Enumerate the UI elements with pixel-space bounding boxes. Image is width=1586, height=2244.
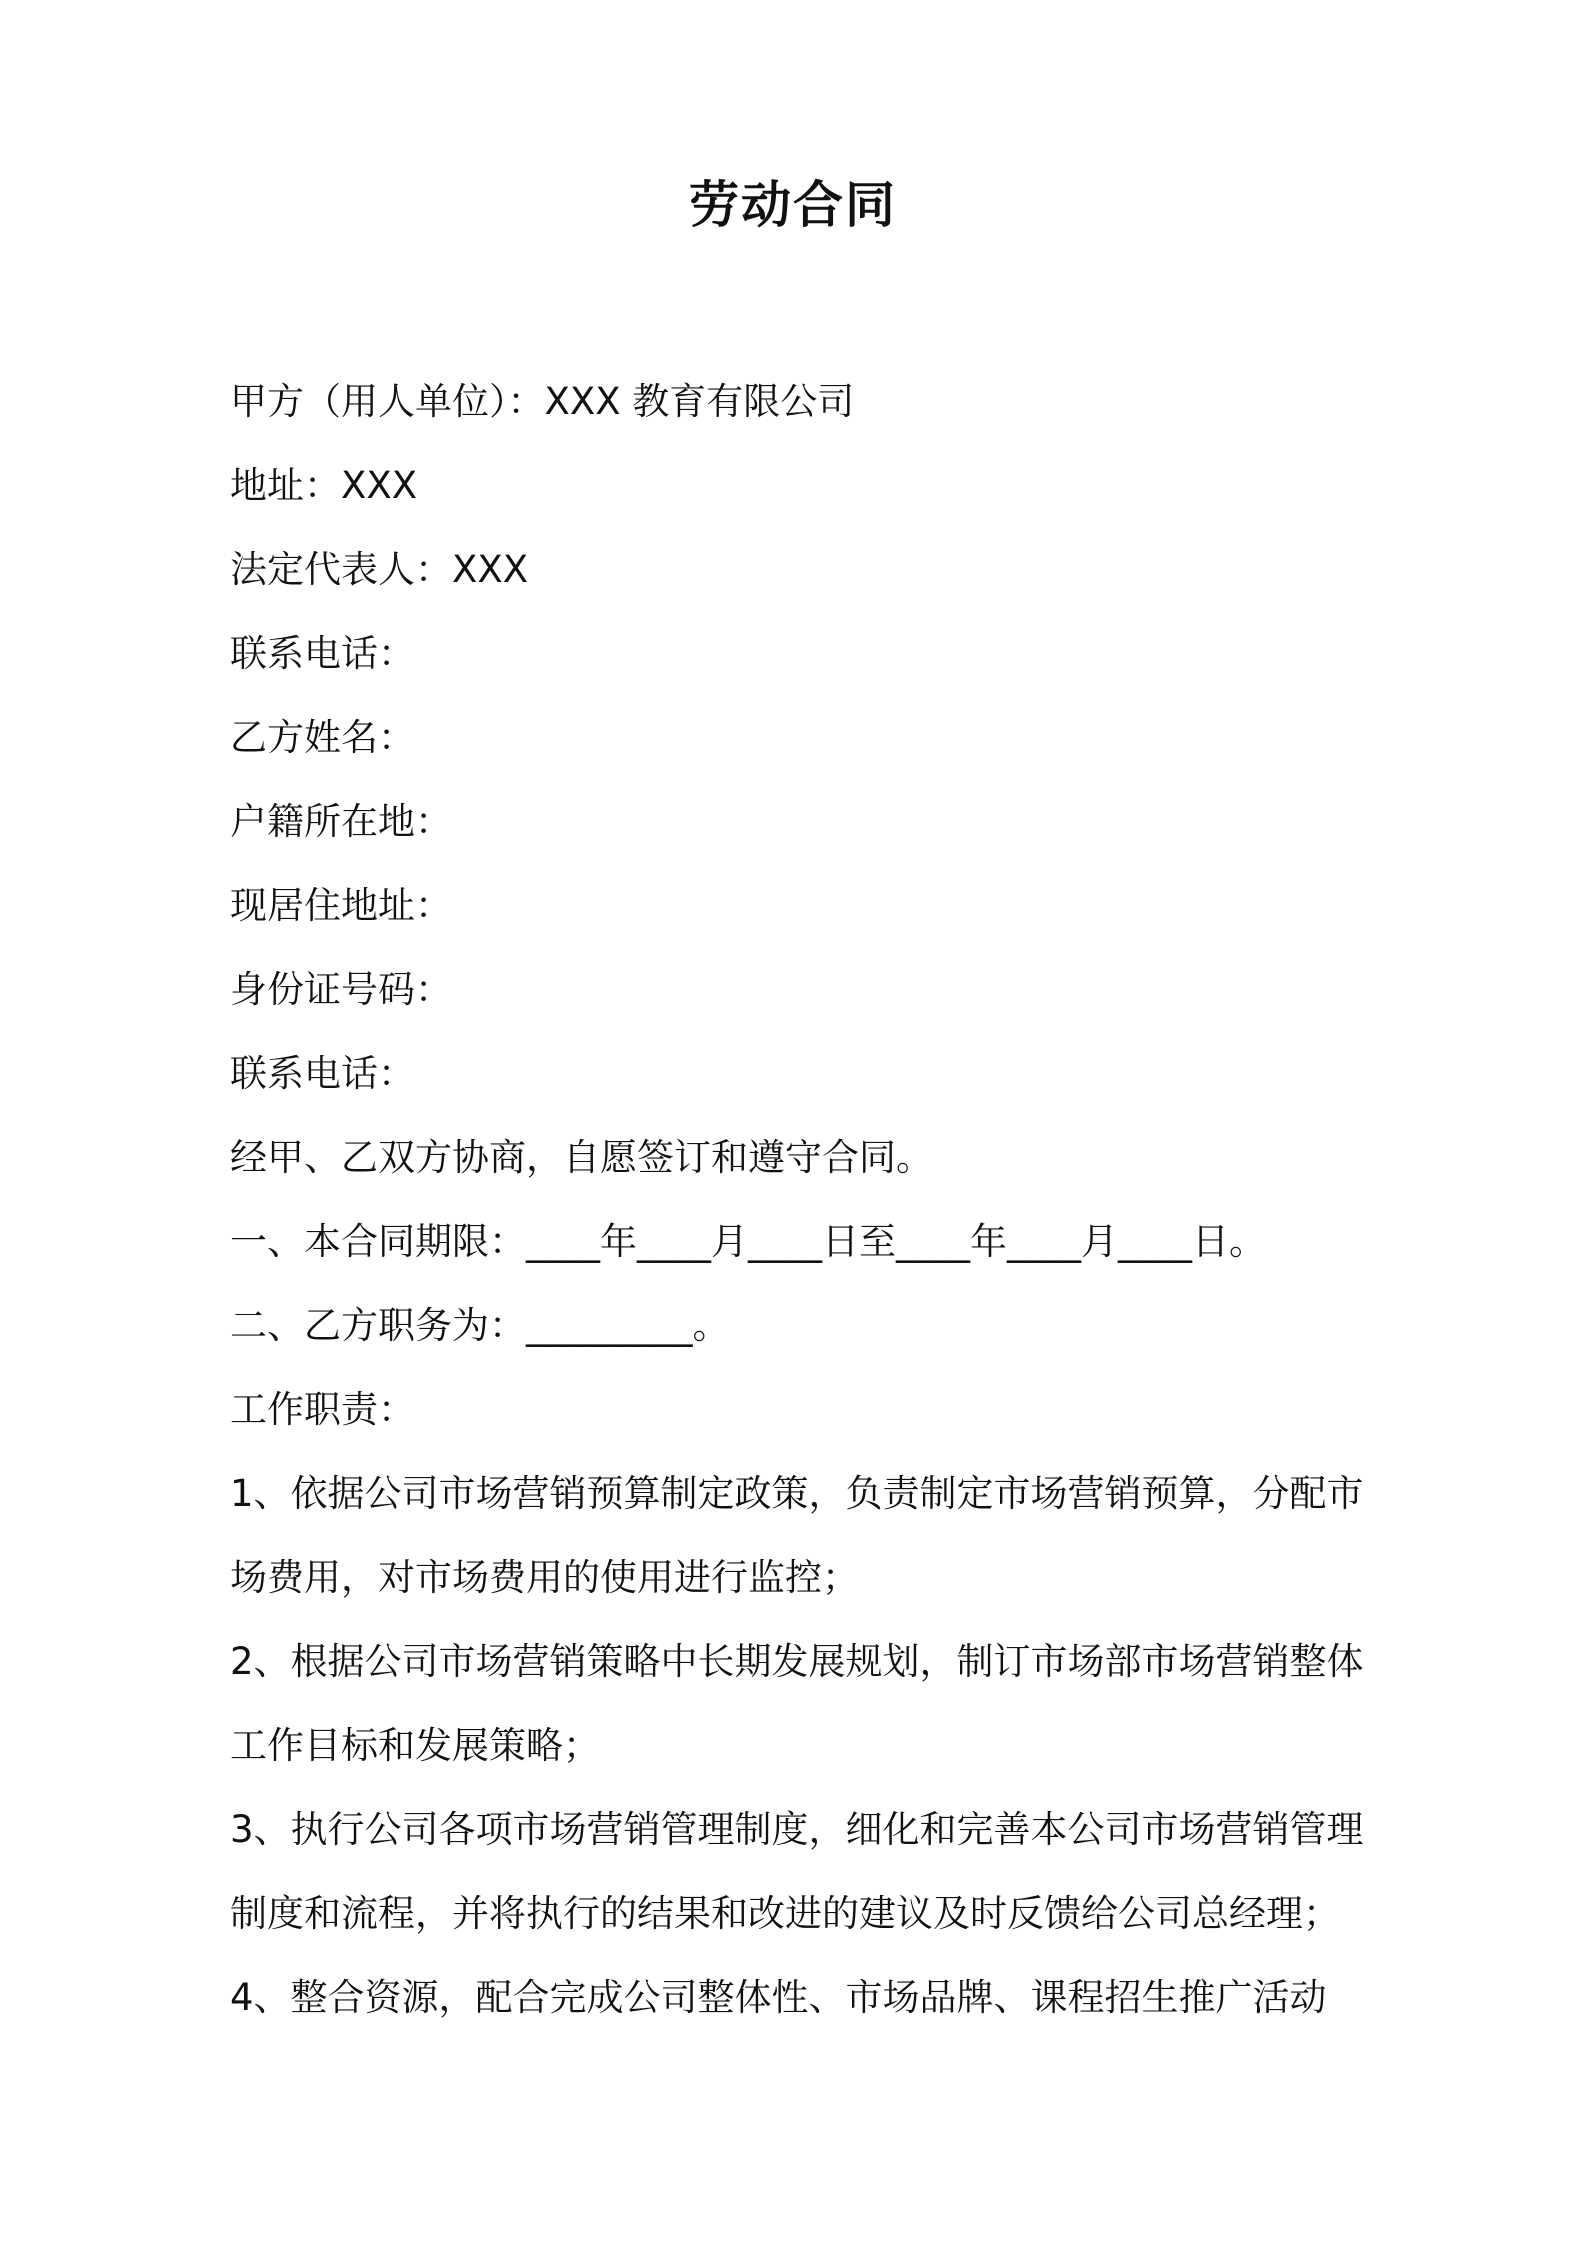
document-body	[230, 360, 1380, 2040]
duty-1-line-2: 场费用，对市场费用的使用进行监控；	[230, 1556, 859, 1599]
party-a-phone-line: 联系电话：	[230, 632, 415, 675]
duty-3-line-1: 3、执行公司各项市场营销管理制度，细化和完善本公司市场营销管理	[230, 1808, 1364, 1851]
household-registration-line: 户籍所在地：	[230, 800, 452, 843]
agreement-statement-line: 经甲、乙双方协商，自愿签订和遵守合同。	[230, 1136, 933, 1179]
position-line: 二、乙方职务为：_________。	[230, 1304, 730, 1347]
duty-1-line-1: 1、依据公司市场营销预算制定政策，负责制定市场营销预算，分配市	[230, 1472, 1364, 1515]
id-number-line: 身份证号码：	[230, 968, 452, 1011]
duty-2-line-2: 工作目标和发展策略；	[230, 1724, 600, 1767]
party-a-line: 甲方（用人单位）：XXX 教育有限公司	[230, 380, 855, 423]
party-b-name-line: 乙方姓名：	[230, 716, 415, 759]
duty-3-line-2: 制度和流程，并将执行的结果和改进的建议及时反馈给公司总经理；	[230, 1892, 1340, 1935]
current-address-line: 现居住地址：	[230, 884, 452, 927]
address-line: 地址：XXX	[230, 464, 418, 507]
job-duties-heading: 工作职责：	[230, 1388, 415, 1431]
document-title: 劳动合同	[689, 176, 897, 234]
legal-representative-line: 法定代表人：XXX	[230, 548, 529, 591]
duty-4-line-1: 4、整合资源，配合完成公司整体性、市场品牌、课程招生推广活动	[230, 1976, 1327, 2019]
duty-2-line-1: 2、根据公司市场营销策略中长期发展规划，制订市场部市场营销整体	[230, 1640, 1364, 1683]
party-b-phone-line: 联系电话：	[230, 1052, 415, 1095]
contract-term-line: 一、本合同期限：____年____月____日至____年____月____日。	[230, 1220, 1266, 1263]
